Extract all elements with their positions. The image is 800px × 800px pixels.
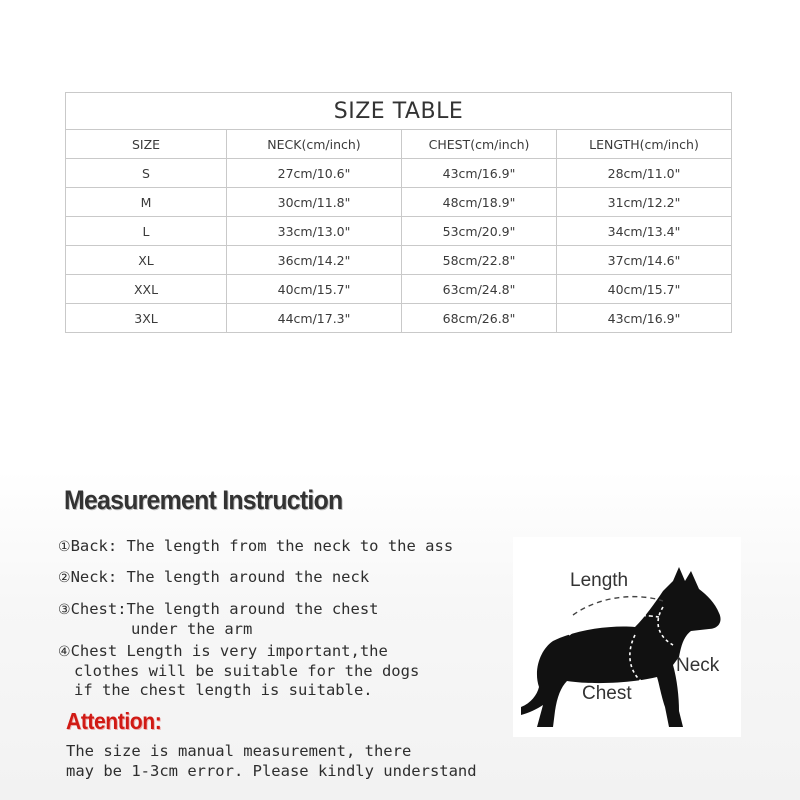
chest-cell: 58cm/22.8" <box>402 246 557 275</box>
attention-heading: Attention: <box>66 708 162 734</box>
neck-cell: 33cm/13.0" <box>227 217 402 246</box>
header-length: LENGTH(cm/inch) <box>557 130 732 159</box>
chest-label: Chest <box>582 683 632 704</box>
neck-cell: 44cm/17.3" <box>227 304 402 333</box>
size-cell: M <box>66 188 227 217</box>
size-cell: 3XL <box>66 304 227 333</box>
table-row <box>66 304 732 333</box>
chest-cell: 48cm/18.9" <box>402 188 557 217</box>
header-chest: CHEST(cm/inch) <box>402 130 557 159</box>
neck-cell: 40cm/15.7" <box>227 275 402 304</box>
header-size: SIZE <box>66 130 227 159</box>
chest-cell: 53cm/20.9" <box>402 217 557 246</box>
attention-text-line: The size is manual measurement, there <box>66 742 412 760</box>
size-table-title-row <box>66 93 732 130</box>
dog-silhouette-icon <box>513 537 741 737</box>
instruction-item-neck <box>58 568 369 588</box>
size-cell: XL <box>66 246 227 275</box>
neck-cell: 36cm/14.2" <box>227 246 402 275</box>
neck-label: Neck <box>676 655 720 676</box>
size-table-header-row <box>66 130 732 159</box>
length-cell: 40cm/15.7" <box>557 275 732 304</box>
instruction-text: Back: The length from the neck to the ass <box>70 537 454 555</box>
length-label: Length <box>570 570 629 591</box>
instruction-text-continued: clothes will be suitable for the dogs <box>74 662 420 680</box>
size-table <box>65 92 732 333</box>
dog-measurement-figure <box>513 537 741 737</box>
item-number: ② <box>58 570 71 586</box>
chest-cell: 43cm/16.9" <box>402 159 557 188</box>
neck-cell: 27cm/10.6" <box>227 159 402 188</box>
instruction-text: Neck: The length around the neck <box>70 568 370 586</box>
length-cell: 37cm/14.6" <box>557 246 732 275</box>
neck-cell: 30cm/11.8" <box>227 188 402 217</box>
table-row <box>66 217 732 246</box>
instruction-text: Chest Length is very important,the <box>70 642 388 660</box>
item-number: ③ <box>58 602 71 618</box>
size-cell: S <box>66 159 227 188</box>
instruction-item-chest-length <box>58 642 388 662</box>
item-number: ① <box>58 539 71 555</box>
instruction-text: Chest:The length around the chest <box>70 600 379 618</box>
chest-cell: 68cm/26.8" <box>402 304 557 333</box>
size-cell: L <box>66 217 227 246</box>
size-table-title: SIZE TABLE <box>66 93 732 130</box>
header-neck: NECK(cm/inch) <box>227 130 402 159</box>
length-cell: 43cm/16.9" <box>557 304 732 333</box>
instruction-text-continued: if the chest length is suitable. <box>74 681 373 699</box>
table-row <box>66 246 732 275</box>
table-row <box>66 188 732 217</box>
length-cell: 34cm/13.4" <box>557 217 732 246</box>
table-row <box>66 159 732 188</box>
instruction-item-chest <box>58 600 379 620</box>
instruction-text-continued: under the arm <box>131 620 253 638</box>
item-number: ④ <box>58 644 71 660</box>
instruction-item-back <box>58 537 453 557</box>
length-cell: 28cm/11.0" <box>557 159 732 188</box>
size-cell: XXL <box>66 275 227 304</box>
length-cell: 31cm/12.2" <box>557 188 732 217</box>
table-row <box>66 275 732 304</box>
instruction-heading: Measurement Instruction <box>64 485 343 515</box>
chest-cell: 63cm/24.8" <box>402 275 557 304</box>
attention-text-line: may be 1-3cm error. Please kindly understand <box>66 762 477 780</box>
